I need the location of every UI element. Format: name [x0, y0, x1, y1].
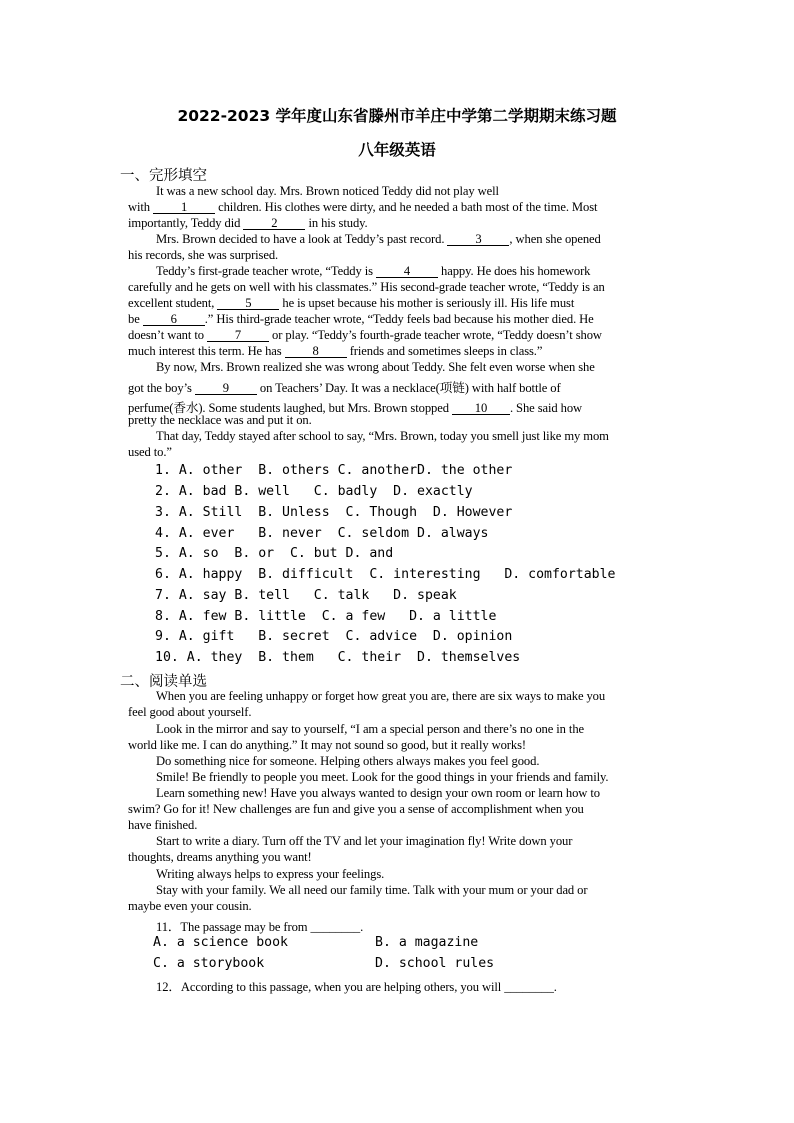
cloze-line: carefully and he gets on well with his classmates.” His second-grade teacher wrote, “Teddy is an — [128, 280, 605, 294]
blank-1: 1 — [153, 201, 215, 214]
q11-option-b: B. a magazine — [375, 935, 479, 950]
cloze-line: used to.” — [128, 445, 172, 459]
page-subtitle: 八年级英语 — [358, 141, 436, 159]
cloze-line: perfume(香水). Some students laughed, but Mrs. Brown stopped 10 . She said how — [128, 401, 583, 415]
option-row: 2. A. bad B. well C. badly D. exactly — [155, 484, 473, 499]
section-heading-cloze: 一、完形填空 — [120, 168, 207, 184]
option-row: 9. A. gift B. secret C. advice D. opinion — [155, 629, 513, 644]
option-row: 7. A. say B. tell C. talk D. speak — [155, 588, 457, 603]
q11-option-d: D. school rules — [375, 956, 495, 971]
cloze-line: be 6 .” His third-grade teacher wrote, “Teddy feels bad because his mother died. He — [128, 312, 594, 326]
section-heading-reading: 二、阅读单选 — [120, 674, 207, 690]
cloze-line: excellent student, 5 he is upset because his mother is seriously ill. His life must — [128, 296, 575, 310]
cloze-line: pretty the necklace was and put it on. — [128, 413, 312, 427]
cloze-line: his records, she was surprised. — [128, 248, 279, 262]
page-title: 2022-2023 学年度山东省滕州市羊庄中学第二学期期末练习题 — [177, 107, 617, 125]
blank-10: 10 — [452, 402, 510, 415]
question-11-stem: 11．The passage may be from ________. — [156, 920, 364, 934]
option-row: 8. A. few B. little C. a few D. a little — [155, 609, 497, 624]
cloze-line: importantly, Teddy did 2 in his study. — [128, 216, 368, 230]
blank-3: 3 — [447, 233, 509, 246]
blank-4: 4 — [376, 265, 438, 278]
q11-option-a: A. a science book — [153, 935, 288, 950]
reading-line: Writing always helps to express your feelings. — [156, 867, 385, 881]
reading-line: have finished. — [128, 818, 198, 832]
cloze-line: much interest this term. He has 8 friends and sometimes sleeps in class.” — [128, 344, 543, 358]
cloze-line: Teddy’s first-grade teacher wrote, “Teddy is 4 happy. He does his homework — [156, 264, 591, 278]
reading-line: Start to write a diary. Turn off the TV and let your imagination fly! Write down your — [156, 834, 573, 848]
blank-7: 7 — [207, 329, 269, 342]
reading-line: maybe even your cousin. — [128, 899, 252, 913]
cloze-line: By now, Mrs. Brown realized she was wrong about Teddy. She felt even worse when she — [156, 360, 595, 374]
option-row: 3. A. Still B. Unless C. Though D. However — [155, 505, 513, 520]
option-row: 10. A. they B. them C. their D. themselves — [155, 650, 521, 665]
blank-6: 6 — [143, 313, 205, 326]
option-row: 5. A. so B. or C. but D. and — [155, 546, 394, 561]
question-12-stem: 12．According to this passage, when you are helping others, you will ________. — [156, 980, 557, 994]
cloze-line: Mrs. Brown decided to have a look at Teddy’s past record. 3 , when she opened — [156, 232, 601, 246]
reading-line: feel good about yourself. — [128, 705, 252, 719]
reading-line: Look in the mirror and say to yourself, “I am a special person and there’s no one in the — [156, 722, 585, 736]
reading-line: When you are feeling unhappy or forget how great you are, there are six ways to make you — [156, 689, 606, 703]
cloze-line: It was a new school day. Mrs. Brown noticed Teddy did not play well — [156, 184, 499, 198]
option-row: 6. A. happy B. difficult C. interesting D. comfortable — [155, 567, 616, 582]
blank-9: 9 — [195, 382, 257, 395]
reading-line: Smile! Be friendly to people you meet. Look for the good things in your friends and family. — [156, 770, 609, 784]
q11-option-c: C. a storybook — [153, 956, 265, 971]
reading-line: Stay with your family. We all need our family time. Talk with your mum or your dad or — [156, 883, 588, 897]
reading-line: Learn something new! Have you always wanted to design your own room or learn how to — [156, 786, 600, 800]
blank-5: 5 — [217, 297, 279, 310]
reading-line: world like me. I can do anything.” It may not sound so good, but it really works! — [128, 738, 526, 752]
option-row: 1. A. other B. others C. anotherD. the other — [155, 463, 513, 478]
blank-8: 8 — [285, 345, 347, 358]
option-row: 4. A. ever B. never C. seldom D. always — [155, 526, 489, 541]
cloze-line: doesn’t want to 7 or play. “Teddy’s fourth-grade teacher wrote, “Teddy doesn’t show — [128, 328, 602, 342]
blank-2: 2 — [243, 217, 305, 230]
reading-line: thoughts, dreams anything you want! — [128, 850, 312, 864]
cloze-line: got the boy’s 9 on Teachers’ Day. It was a necklace(项链) with half bottle of — [128, 381, 561, 395]
cloze-line: with 1 children. His clothes were dirty, and he needed a bath most of the time. Most — [128, 200, 598, 214]
reading-line: swim? Go for it! New challenges are fun and give you a sense of accomplishment when you — [128, 802, 584, 816]
reading-line: Do something nice for someone. Helping others always makes you feel good. — [156, 754, 540, 768]
cloze-line: That day, Teddy stayed after school to say, “Mrs. Brown, today you smell just like my mom — [156, 429, 609, 443]
